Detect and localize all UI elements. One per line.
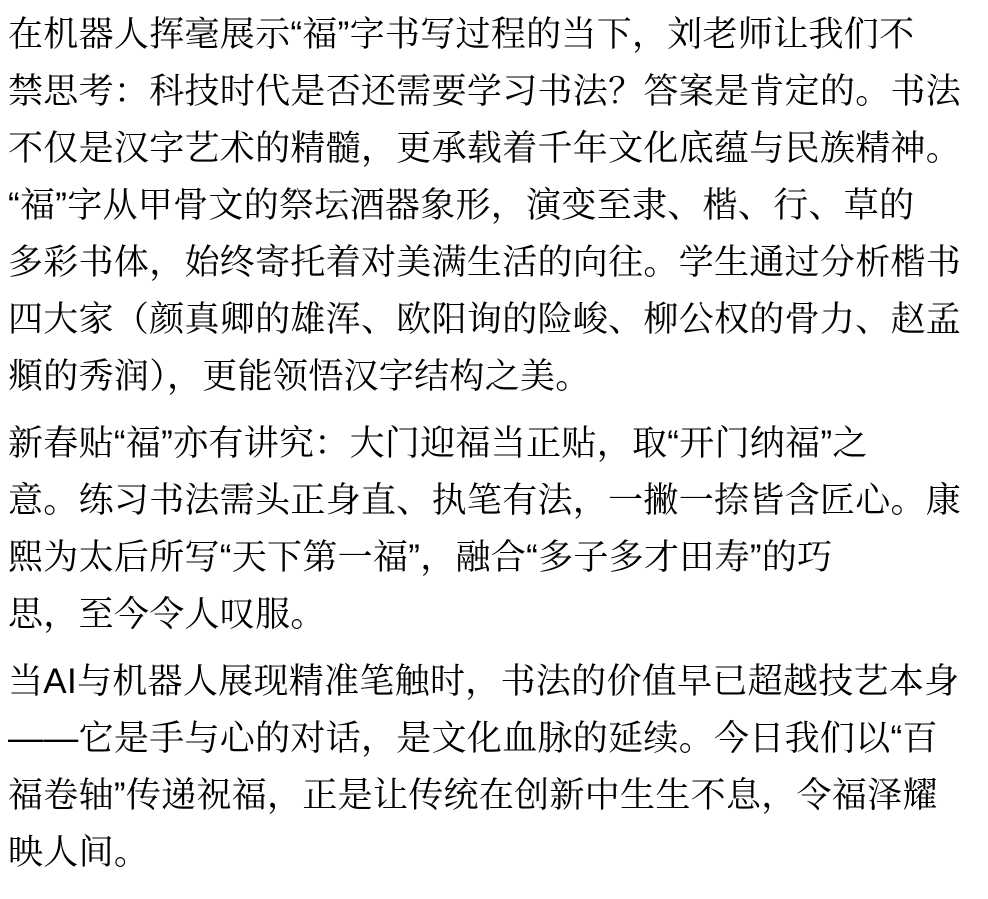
- text-line: 頫的秀润），更能领悟汉字结构之美。: [8, 357, 591, 396]
- text-line: 意。练习书法需头正身直、执笔有法，一撇一捺皆含匠心。康: [8, 481, 962, 520]
- text-line: 在机器人挥毫展示“福”字书写过程的当下，刘老师让我们不: [8, 15, 915, 54]
- text-line: 新春贴“福”亦有讲究：大门迎福当正贴，取“开门纳福”之: [8, 424, 868, 463]
- text-line: 福卷轴”传递祝福，正是让传统在创新中生生不息，令福泽耀: [8, 776, 938, 815]
- text-line: 不仅是汉字艺术的精髓，更承载着千年文化底蕴与民族精神。: [8, 129, 962, 168]
- paragraph-3: [8, 653, 980, 881]
- text-line: “福”字从甲骨文的祭坛酒器象形，演变至隶、楷、行、草的: [8, 186, 915, 225]
- text-line: 思，至今令人叹服。: [8, 595, 326, 634]
- text-line: 禁思考：科技时代是否还需要学习书法？答案是肯定的。书法: [8, 72, 962, 111]
- text-line: 映人间。: [8, 833, 150, 872]
- text-line: 四大家（颜真卿的雄浑、欧阳询的险峻、柳公权的骨力、赵孟: [8, 300, 962, 339]
- text-line: 当AI与机器人展现精准笔触时，书法的价值早已超越技艺本身: [8, 662, 960, 701]
- text-line: 多彩书体，始终寄托着对美满生活的向往。学生通过分析楷书: [8, 243, 962, 282]
- paragraph-2: [8, 415, 980, 643]
- paragraph-1: [8, 6, 980, 405]
- text-line: 熙为太后所写“天下第一福”，融合“多子多才田寿”的巧: [8, 538, 833, 577]
- text-line: ——它是手与心的对话，是文化血脉的延续。今日我们以“百: [8, 719, 938, 758]
